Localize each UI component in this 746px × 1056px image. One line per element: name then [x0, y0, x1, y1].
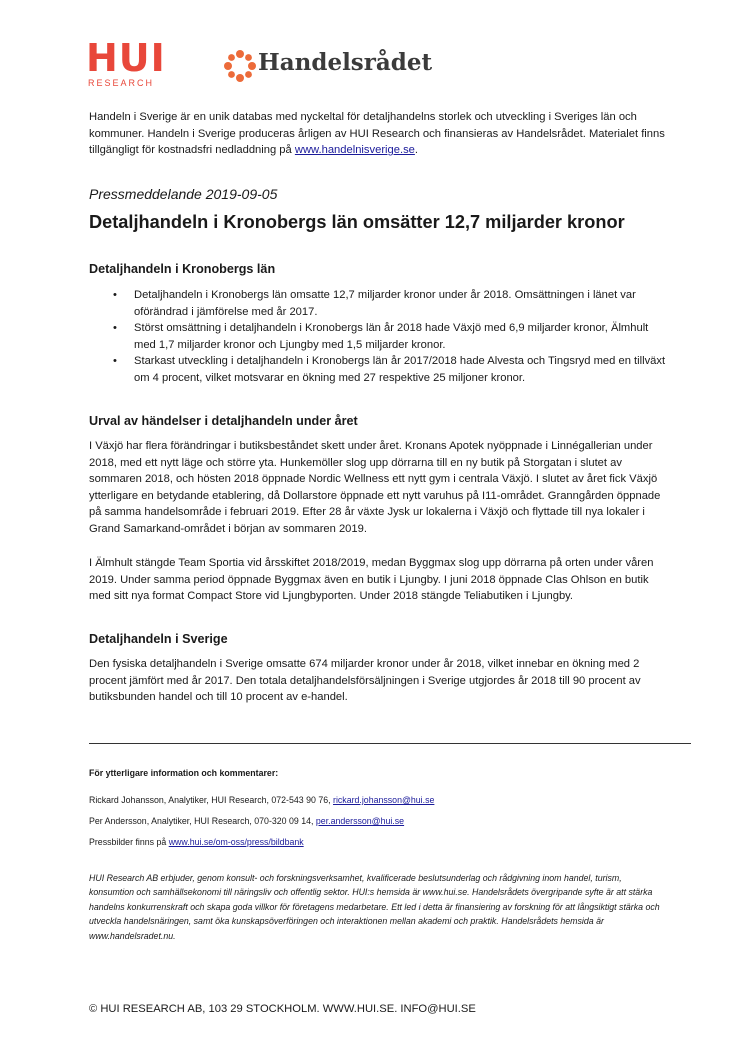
contact-line-text: Rickard Johansson, Analytiker, HUI Research, 072-543 90 76,: [89, 795, 334, 805]
section-heading-sweden: Detaljhandeln i Sverige: [89, 632, 228, 646]
page-footer: © HUI RESEARCH AB, 103 29 STOCKHOLM. WWW.HUI.SE. INFO@HUI.SE: [89, 1003, 476, 1015]
section-heading-kronoberg: Detaljhandeln i Kronobergs län: [89, 262, 276, 276]
contact-line-per: [89, 815, 404, 827]
rickard-email-link[interactable]: rickard.johansson@hui.se: [333, 795, 435, 805]
hui-logo-subtext: RESEARCH: [88, 78, 155, 88]
bullet-icon: •: [113, 289, 117, 301]
handelsradet-logo-text: Handelsrådet: [258, 49, 433, 76]
intro-end: .: [414, 144, 419, 157]
contact-line-text: Pressbilder finns på: [89, 837, 169, 847]
bildbank-link[interactable]: www.hui.se/om-oss/press/bildbank: [168, 837, 304, 847]
handelnisverige-link[interactable]: www.handelnisverige.se: [294, 144, 415, 157]
hui-logo-text: HUI: [86, 36, 166, 80]
handelsradet-flower-icon: [224, 50, 256, 82]
intro-text: Handeln i Sverige är en unik databas med nyckeltal för detaljhandelns storlek och utveckling i Sveriges län och kommuner. Handeln i Sverige produceras årligen av HUI Research och finansieras av Handelsrådet. Materialet finns tillgängligt för kostnadsfri nedladdning på: [89, 111, 665, 157]
section-heading-events: Urval av händelser i detaljhandeln under året: [89, 414, 358, 428]
kronoberg-bullet-list: [89, 287, 669, 387]
events-paragraph-2: I Älmhult stängde Team Sportia vid årsskiftet 2018/2019, medan Byggmax slog upp dörrarna på orten under våren 2019. Under samma period öppnade Byggmax även en butik i Ljungby. I juni 2018 öppnade Clas Ohlson en butik med sitt nya format Compact Store vid Ljungbyporten. Under 2018 stängde Teliabutiken i Ljungby.: [89, 557, 654, 603]
list-item: [89, 353, 669, 386]
divider: [89, 743, 691, 744]
bullet-icon: •: [113, 322, 117, 335]
contact-heading: För ytterligare information och kommentarer:: [89, 768, 279, 778]
contact-line-pressbilder: [89, 836, 304, 848]
per-email-link[interactable]: per.andersson@hui.se: [315, 816, 405, 826]
about-paragraph: HUI Research AB erbjuder, genom konsult- och forskningsverksamhet, kvalificerade beslutsunderlag och rådgivning inom handel, turism, konsumtion och samhällsekonomi till näringsliv och offentlig sektor. HUI:s hemsida är www.hui.se. Handelsrådets övergripande syfte är att stärka handelns konkurrenskraft och skapa goda villkor för företagens medarbetare. Ett led i detta är finansiering av forskning för att långsiktigt stärka och utveckla handelsnäringen, samt öka kunskapsöverföringen och interaktionen mellan akademi och praktik. Handelsrådets hemsida är www.handelsradet.nu.: [89, 873, 660, 941]
intro-paragraph: [89, 109, 669, 159]
sweden-paragraph: Den fysiska detaljhandeln i Sverige omsatte 674 miljarder kronor under år 2018, vilket innebar en ökning med 2 procent jämfört med år 2017. Den totala detaljhandelsförsäljningen i Sverige utgjordes år 2018 till 90 procent av butiksbunden handel och till 10 procent av e-handel.: [89, 658, 641, 704]
contact-line-rickard: [89, 794, 434, 806]
events-paragraph-1: I Växjö har flera förändringar i butiksbeståndet skett under året. Kronans Apotek nyöppnade i Linnégallerian under 2018, med ett nytt läge och större yta. Hunkemöller slog upp dörrarna till en ny butik på Storgatan i slutet av sommaren 2018, och hösten 2018 öppnade Nordic Wellness ett nytt gym i centrala Växjö. I slutet av året fick Växjö ytterligare en betydande etablering, då Dollarstore öppnade ett nytt varuhus på I11-området. Granngården öppnade på samma handelsområde i februari 2019. Efter 28 år växte Jysk ur lokalerna i Växjö och flyttade till nya lokaler i Grand Samarkand-området i början av sommaren 2019.: [89, 440, 661, 535]
bullet-text: Starkast utveckling i detaljhandeln i Kronobergs län år 2017/2018 hade Alvesta och Tingsryd med en tillväxt om 4 procent, vilket motsvarar en ökning med 27 respektive 25 miljoner kronor.: [134, 355, 666, 384]
hui-research-logo: [86, 36, 196, 94]
bullet-icon: •: [113, 355, 117, 368]
page-title: Detaljhandeln i Kronobergs län omsätter 12,7 miljarder kronor: [89, 212, 625, 232]
bullet-text: Störst omsättning i detaljhandeln i Kronobergs län år 2018 hade Växjö med 6,9 miljarder kronor, Älmhult med 1,7 miljarder kronor och Ljungby med 1,5 miljarder kronor.: [134, 322, 649, 351]
bullet-text: Detaljhandeln i Kronobergs län omsatte 12,7 miljarder kronor under år 2018. Omsättningen i länet var oförändrad i jämförelse med år 2017.: [134, 289, 636, 318]
list-item: [89, 320, 669, 353]
press-release-label: Pressmeddelande 2019-09-05: [89, 186, 278, 202]
list-item: [89, 287, 669, 320]
logo-bar: [86, 36, 486, 94]
handelsradet-logo: [224, 46, 464, 86]
contact-line-text: Per Andersson, Analytiker, HUI Research, 070-320 09 14,: [89, 816, 316, 826]
